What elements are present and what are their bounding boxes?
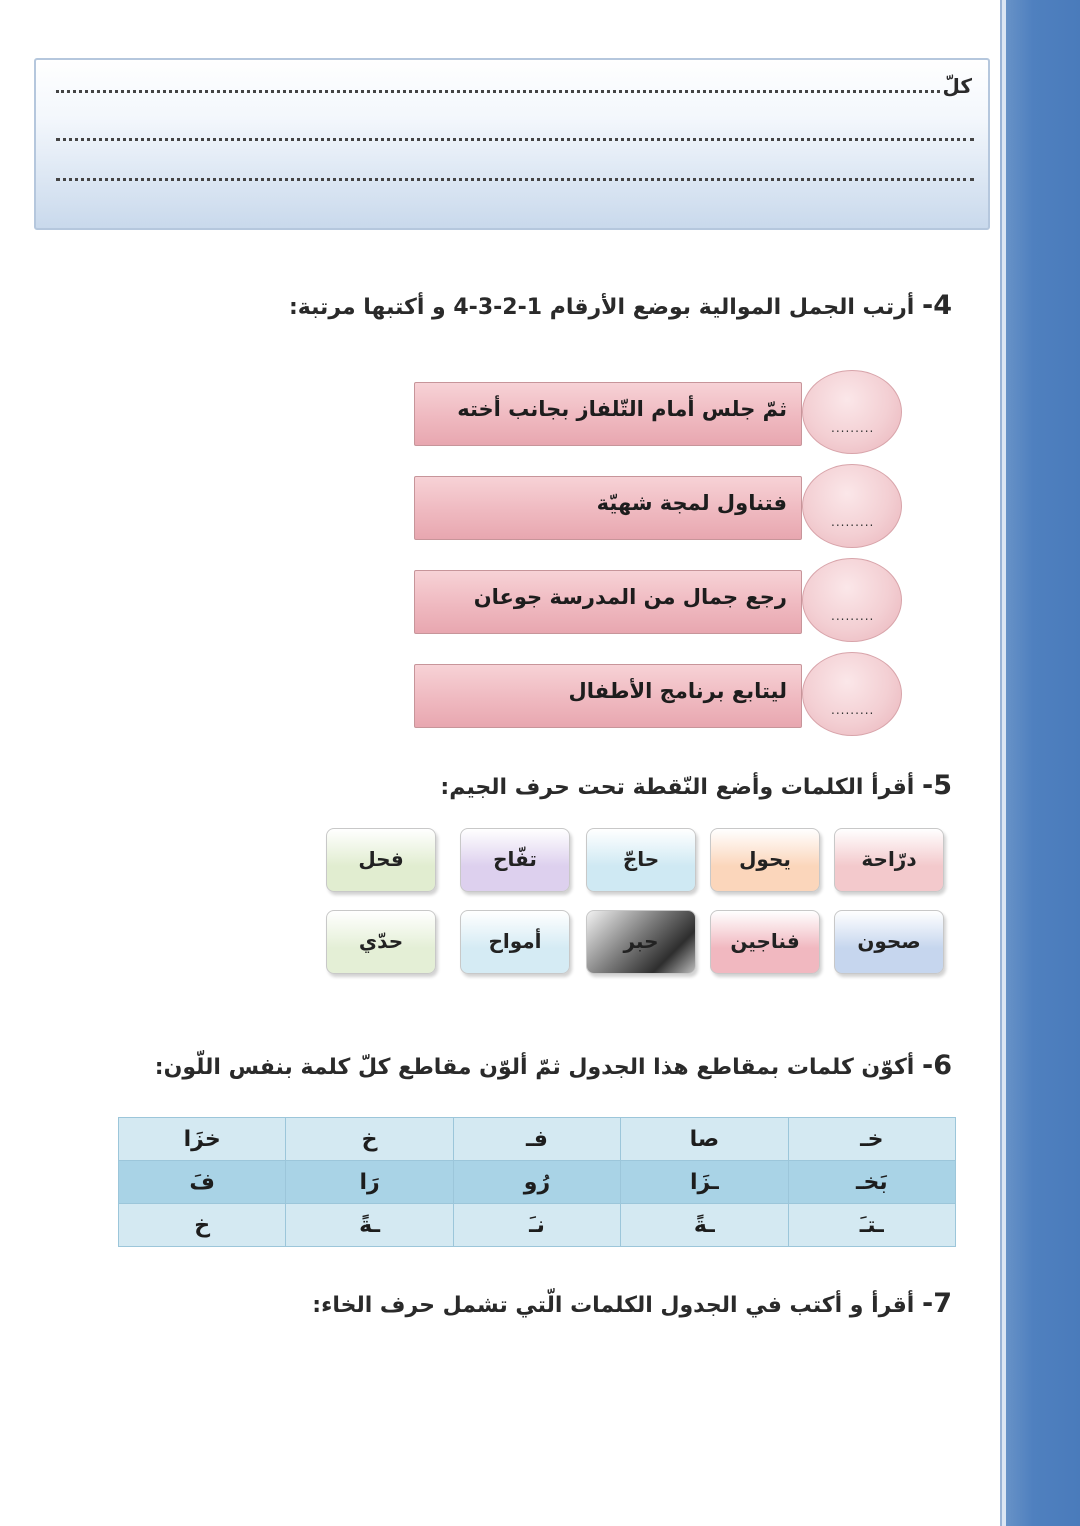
syllable-cell[interactable]: فَ — [119, 1161, 286, 1204]
syllable-cell[interactable]: خـ — [788, 1118, 955, 1161]
syllable-row-1 — [119, 1118, 956, 1161]
order-blank-1[interactable]: ......... — [831, 421, 875, 435]
syllable-cell[interactable]: رُو — [453, 1161, 620, 1204]
order-blank-4[interactable]: ......... — [831, 703, 875, 717]
answer-box — [34, 58, 990, 230]
sentence-4: ليتابع برنامج الأطفال — [414, 664, 802, 728]
question-4-text: أرتب الجمل الموالية بوضع الأرقام 1-2-3-4 و أكتبها مرتبة: — [288, 295, 915, 320]
sentence-2: فتناول لمجة شهيّة — [414, 476, 802, 540]
word-tile[interactable]: أمواح — [460, 910, 570, 974]
word-tile[interactable]: صحون — [834, 910, 944, 974]
syllable-cell[interactable]: خ — [119, 1204, 286, 1247]
side-band-stripe — [1002, 0, 1006, 1526]
syllable-cell[interactable]: خ — [286, 1118, 453, 1161]
sentence-1: ثمّ جلس أمام التّلفاز بجانب أخته — [414, 382, 802, 446]
question-7-heading — [312, 1288, 952, 1319]
answer-line-2[interactable] — [56, 138, 974, 141]
word-tile[interactable]: تفّاح — [460, 828, 570, 892]
question-6-number: 6- — [921, 1050, 952, 1081]
word-tile[interactable]: يحول — [710, 828, 820, 892]
question-5-heading — [440, 770, 952, 801]
order-oval-3[interactable] — [802, 558, 902, 642]
order-oval-1[interactable] — [802, 370, 902, 454]
word-tile[interactable]: فحل — [326, 828, 436, 892]
syllable-row-2 — [119, 1161, 956, 1204]
question-5-text: أقرأ الكلمات وأضع النّقطة تحت حرف الجيم: — [440, 775, 915, 800]
question-7-text: أقرأ و أكتب في الجدول الكلمات الّتي تشمل حرف الخاء: — [312, 1293, 915, 1318]
syllable-table — [118, 1117, 956, 1247]
word-tile[interactable]: حدّي — [326, 910, 436, 974]
syllable-row-3 — [119, 1204, 956, 1247]
syllable-cell[interactable]: نـَ — [453, 1204, 620, 1247]
order-blank-3[interactable]: ......... — [831, 609, 875, 623]
syllable-cell[interactable]: بَخـ — [788, 1161, 955, 1204]
order-oval-2[interactable] — [802, 464, 902, 548]
syllable-cell[interactable]: صا — [621, 1118, 788, 1161]
question-4-heading — [289, 290, 952, 321]
question-7-number: 7- — [921, 1288, 952, 1319]
word-tile[interactable]: حبر — [586, 910, 696, 974]
word-tile[interactable]: درّاحة — [834, 828, 944, 892]
word-tile[interactable]: حاجّ — [586, 828, 696, 892]
answer-line-3[interactable] — [56, 178, 974, 181]
side-band — [1002, 0, 1080, 1526]
sentence-3: رجع جمال من المدرسة جوعان — [414, 570, 802, 634]
answer-box-label: كلّ — [942, 74, 972, 98]
syllable-cell[interactable]: ـةً — [621, 1204, 788, 1247]
syllable-cell[interactable]: خزَا — [119, 1118, 286, 1161]
syllable-cell[interactable]: ـتـَ — [788, 1204, 955, 1247]
syllable-cell[interactable]: ـةً — [286, 1204, 453, 1247]
question-6-heading — [155, 1050, 952, 1081]
word-tile[interactable]: فناجين — [710, 910, 820, 974]
syllable-cell[interactable]: رَا — [286, 1161, 453, 1204]
question-6-text: أكوّن كلمات بمقاطع هذا الجدول ثمّ ألوّن مقاطع كلّ كلمة بنفس اللّون: — [154, 1055, 915, 1080]
syllable-cell[interactable]: ـزَا — [621, 1161, 788, 1204]
question-4-number: 4- — [921, 290, 952, 321]
syllable-cell[interactable]: فـ — [453, 1118, 620, 1161]
order-oval-4[interactable] — [802, 652, 902, 736]
question-5-number: 5- — [921, 770, 952, 801]
order-blank-2[interactable]: ......... — [831, 515, 875, 529]
answer-line-1[interactable] — [56, 90, 940, 93]
